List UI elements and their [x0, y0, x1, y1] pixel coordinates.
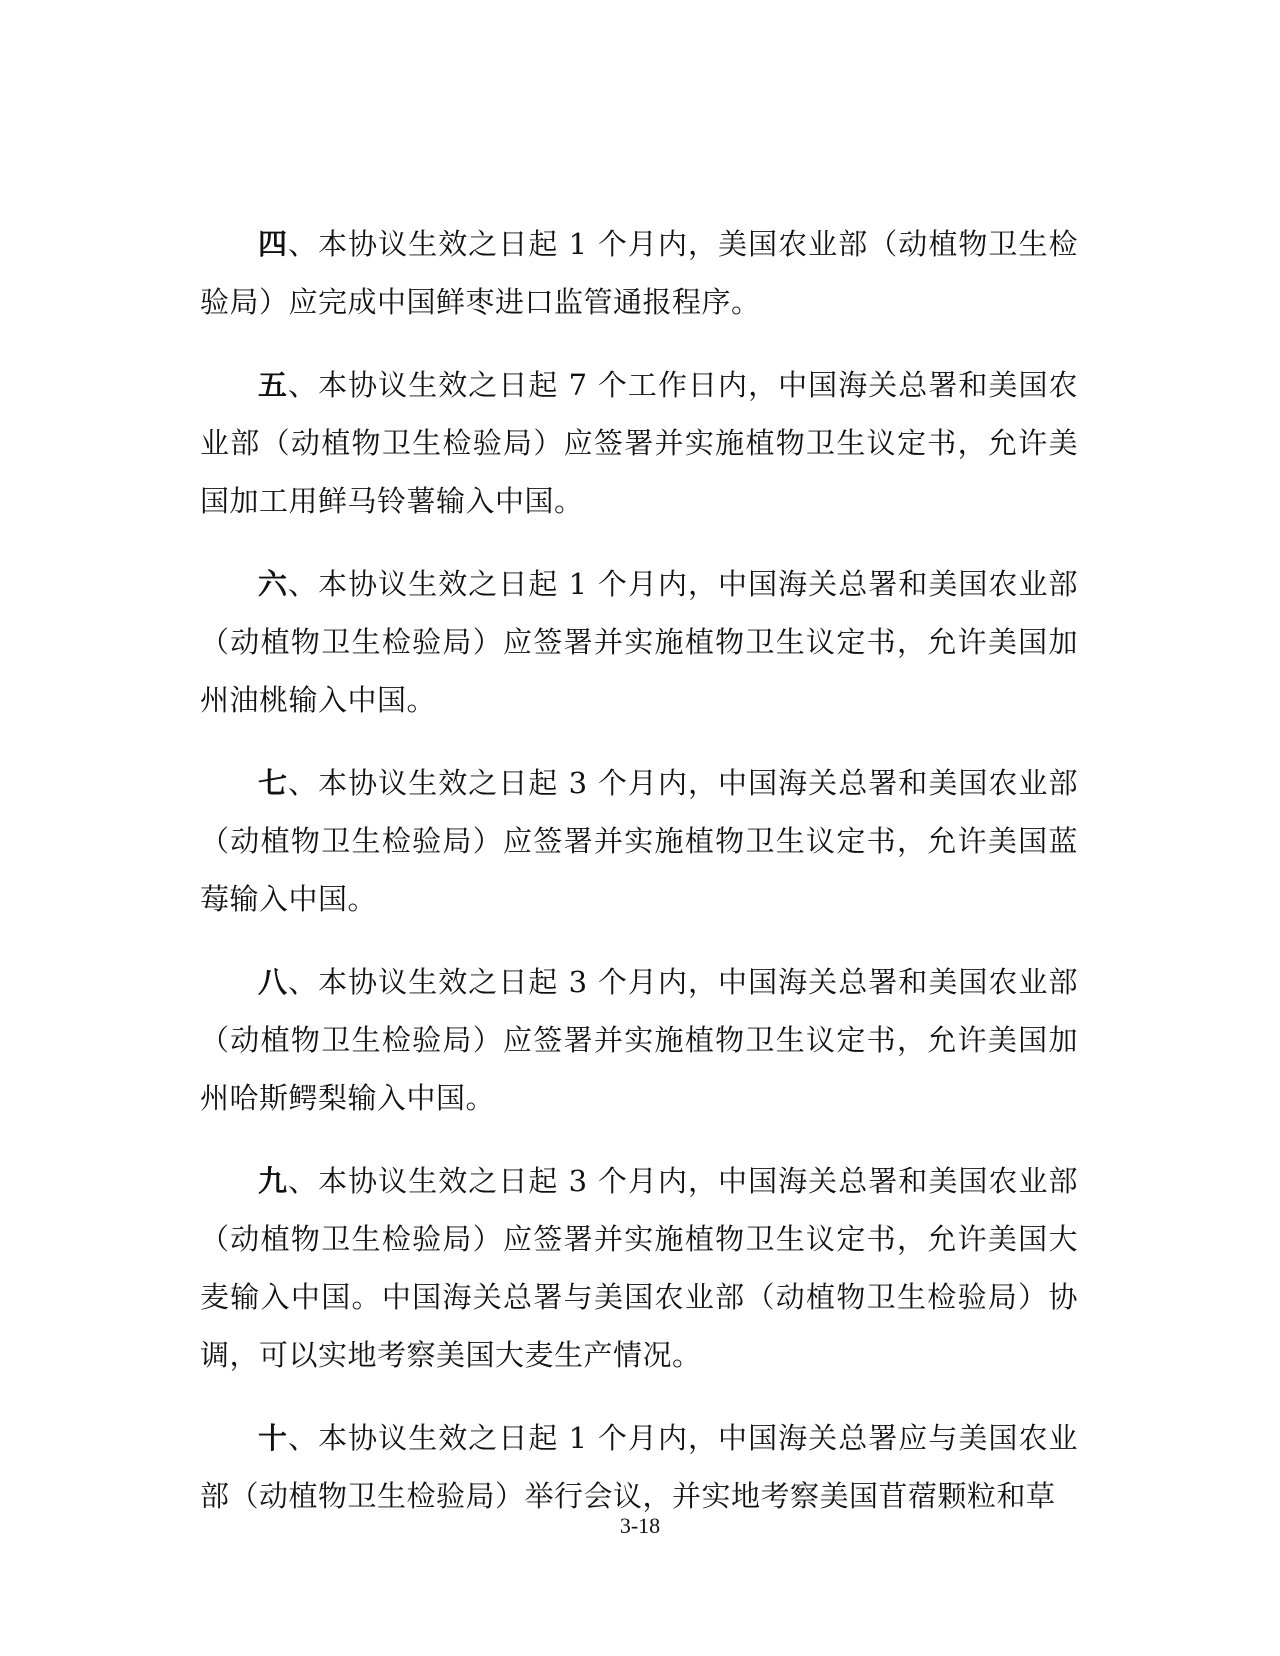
paragraph-6: [200, 555, 1078, 729]
page-number: 3-18: [619, 1513, 661, 1538]
paragraph-number: 四: [258, 227, 289, 261]
paragraph-number: 九: [258, 1164, 289, 1198]
paragraph-text: 、本协议生效之日起 3 个月内，中国海关总署和美国农业部（动植物卫生检验局）应签署并实施植物卫生议定书，允许美国加州哈斯鳄梨输入中国。: [200, 965, 1078, 1115]
paragraph-number: 六: [258, 567, 289, 601]
paragraph-number: 十: [258, 1421, 289, 1455]
paragraph-7: [200, 754, 1078, 928]
paragraph-text: 、本协议生效之日起 7 个工作日内，中国海关总署和美国农业部（动植物卫生检验局）应签署并实施植物卫生议定书，允许美国加工用鲜马铃薯输入中国。: [200, 368, 1078, 518]
paragraph-4: [200, 215, 1078, 331]
paragraph-text: 、本协议生效之日起 3 个月内，中国海关总署和美国农业部（动植物卫生检验局）应签署并实施植物卫生议定书，允许美国蓝莓输入中国。: [200, 766, 1078, 916]
paragraph-9: [200, 1152, 1078, 1384]
paragraph-number: 七: [258, 766, 289, 800]
paragraph-8: [200, 953, 1078, 1127]
paragraph-5: [200, 356, 1078, 530]
paragraph-number: 八: [258, 965, 289, 999]
document-body: [200, 215, 1078, 1550]
paragraph-text: 、本协议生效之日起 1 个月内，中国海关总署应与美国农业部（动植物卫生检验局）举行会议，并实地考察美国苜蓿颗粒和草: [200, 1421, 1078, 1513]
paragraph-text: 、本协议生效之日起 1 个月内，美国农业部（动植物卫生检验局）应完成中国鲜枣进口监管通报程序。: [200, 227, 1078, 319]
paragraph-text: 、本协议生效之日起 3 个月内，中国海关总署和美国农业部（动植物卫生检验局）应签署并实施植物卫生议定书，允许美国大麦输入中国。中国海关总署与美国农业部（动植物卫生检验局）协调，可以实地考察美国大麦生产情况。: [200, 1164, 1078, 1372]
paragraph-text: 、本协议生效之日起 1 个月内，中国海关总署和美国农业部（动植物卫生检验局）应签署并实施植物卫生议定书，允许美国加州油桃输入中国。: [200, 567, 1078, 717]
paragraph-10: [200, 1409, 1078, 1525]
paragraph-number: 五: [258, 368, 289, 402]
